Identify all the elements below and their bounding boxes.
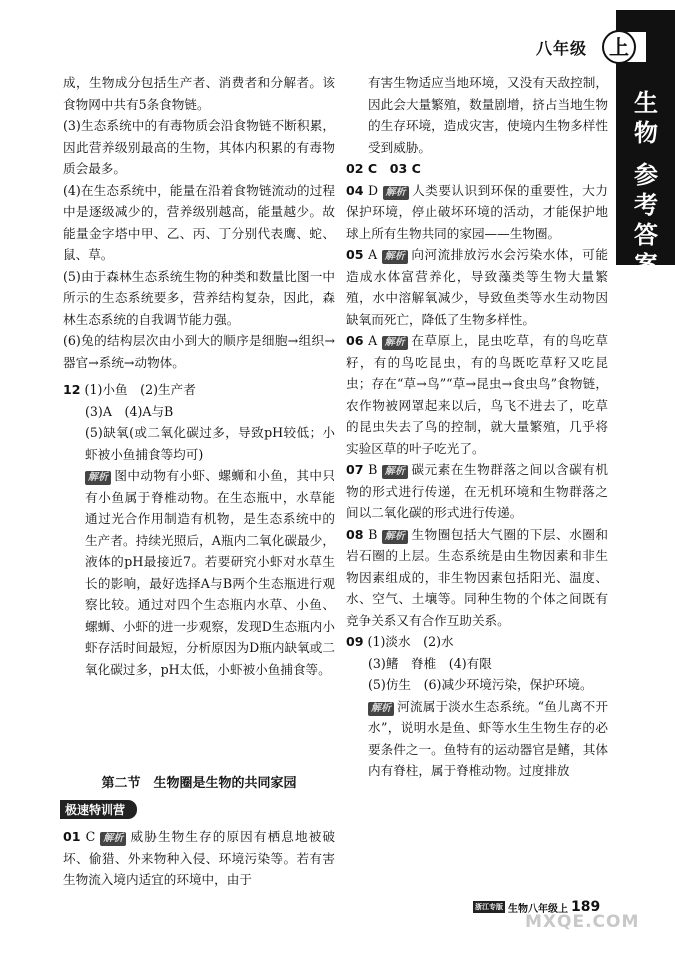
answer-paragraph: 有害生物适应当地环境，又没有天敌控制，因此会大量繁殖，数量剧增，挤占当地生物的生存环境，造成灾害，使境内生物多样性受到威胁。	[368, 75, 608, 155]
answer-choice: B	[368, 462, 378, 477]
answer-choice: A	[368, 247, 378, 262]
answer-line: (5)仿生 (6)减少环境污染，保护环境。	[368, 677, 593, 692]
question-number: 04	[346, 182, 364, 198]
training-banner: 极速特训营	[60, 800, 137, 819]
analysis-tag: 解析	[382, 250, 408, 264]
question-06	[346, 330, 608, 459]
question-number: 01	[63, 829, 81, 844]
explanation-text: 向河流排放污水会污染水体，可能造成水体富营养化，导致藻类等生物大量繁殖，水中溶解氧减少，导致鱼类等水生动物因缺氧而死亡，降低了生物多样性。	[346, 247, 608, 327]
analysis-tag: 解析	[382, 530, 408, 544]
explanation-text: 生物圈包括大气圈的下层、水圈和岩石圈的上层。生态系统是由生物因素和非生物因素组成的，非生物因素包括阳光、温度、水、空气、土壤等。同种生物的个体之间既有竞争关系又有合作互助关系。	[346, 526, 609, 628]
edition-badge: 浙江专版	[475, 903, 503, 911]
grade-label: 八年级	[536, 38, 588, 58]
answer-paragraph: (6)兔的结构层次由小到大的顺序是细胞→组织→器官→系统→动物体。	[63, 333, 335, 370]
explanation-text: 河流属于淡水生态系统。“鱼儿离不开水”，说明水是鱼、虾等水生生物生存的必要条件之一。鱼特有的运动器官是鳍，其体内有脊柱，属于脊椎动物。过度排放	[368, 698, 608, 778]
answer-line: (5)缺氧(或二氧化碳过多，导致pH较低；小虾被小鱼捕食等均可)	[85, 425, 335, 462]
question-04	[346, 180, 608, 245]
analysis-tag: 解析	[383, 186, 409, 200]
question-05	[346, 244, 608, 330]
explanation-text: 在草原上，昆虫吃草，有的鸟吃草籽，有的鸟吃昆虫，有的鸟既吃草籽又吃昆虫；存在“草→鸟”“草→昆虫→食虫鸟”食物链，农作物被网罩起来以后，鸟飞不进去了，吃草的昆虫失去了鸟的控制，就大量繁殖，几乎将实验区草的叶子吃光了。	[346, 333, 608, 456]
side-answers-title: 参考答案	[634, 161, 658, 279]
answer-choice: A	[368, 333, 378, 348]
analysis-tag: 解析	[100, 832, 126, 846]
question-number: 08	[346, 526, 364, 542]
question-08	[346, 524, 608, 632]
answer-line: (1)小鱼 (2)生产者	[84, 382, 196, 397]
question-07	[346, 459, 608, 524]
question-number: 12	[63, 382, 81, 397]
question-number: 06	[346, 333, 364, 348]
explanation-text: 人类要认识到环保的重要性，大力保护环境，停止破坏环境的活动，才能保护地球上所有生物共同的家园——生物圈。	[346, 182, 608, 241]
right-column	[346, 72, 608, 782]
question-09	[346, 631, 608, 653]
question-12	[63, 379, 335, 401]
answer-line: (3)A (4)A与B	[85, 403, 174, 419]
analysis-tag: 解析	[85, 471, 111, 485]
watermark: MXQE.COM	[525, 912, 640, 932]
analysis-tag: 解析	[368, 702, 394, 716]
question-01	[63, 826, 335, 891]
question-number: 09	[346, 634, 364, 649]
answer-choice: B	[368, 526, 378, 542]
page-number: 189	[571, 899, 601, 915]
question-number: 07	[346, 462, 364, 477]
answer-paragraph: 成，生物成分包括生产者、消费者和分解者。该食物网中共有5条食物链。	[63, 75, 335, 112]
explanation-text: 威胁生物生存的原因有栖息地被破坏、偷猎、外来物种入侵、环境污染等。若有害生物流入境内适宜的环境中，由于	[63, 829, 335, 887]
answer-paragraph: (3)生态系统中的有毒物质会沿食物链不断积累，因此营养级别最高的生物，其体内积累的有毒物质会最多。	[63, 118, 335, 176]
answer-line: (1)淡水 (2)水	[367, 634, 454, 649]
volume-badge: 上	[602, 30, 636, 64]
explanation	[63, 465, 335, 680]
side-subject: 生物	[634, 89, 658, 147]
answer-choice: D	[368, 182, 379, 198]
footer-book-title: 生物八年级上	[508, 903, 568, 915]
left-column	[63, 72, 335, 680]
answer-choice: C	[85, 829, 96, 844]
explanation-text: 碳元素在生物群落之间以含碳有机物的形式进行传递，在无机环境和生物群落之间以二氧化碳的形式进行传递。	[346, 462, 609, 520]
answer-paragraph: (5)由于森林生态系统生物的种类和数量比图一中所示的生态系统要多，营养结构复杂，因此，森林生态系统的自我调节能力强。	[63, 268, 335, 327]
explanation-text: 图中动物有小虾、螺蛳和小鱼，其中只有小鱼属于脊椎动物。在生态瓶中，水草能通过光合作用制造有机物，是生态系统中的生产者。持续光照后，A瓶内二氧化碳最少，液体的pH最接近7。若要研究小虾对水草生长的影响，最好选择A与B两个生态瓶进行观察比较。通过对四个生态瓶内水草、小鱼、螺蛳、小虾的进一步观察，发现D生态瓶内小虾存活时间最短，分析原因为D瓶内缺氧或二氧化碳过多，pH太低，小虾被小鱼捕食等。	[85, 468, 335, 677]
question-number: 05	[346, 247, 364, 262]
answer-line: (3)鳍 脊椎 (4)有限	[368, 655, 492, 671]
answer-paragraph: (4)在生态系统中，能量在沿着食物链流动的过程中是逐级减少的，营养级别越高，能量越少。故能量金字塔中甲、乙、丙、丁分别代表鹰、蛇、鼠、草。	[63, 182, 335, 262]
analysis-tag: 解析	[382, 336, 408, 350]
left-bottom-column	[63, 826, 335, 891]
question-02-03: 02 C 03 C	[346, 161, 421, 176]
section-title: 第二节 生物圈是生物的共同家园	[101, 776, 297, 791]
analysis-tag: 解析	[382, 465, 408, 479]
explanation	[346, 696, 608, 782]
